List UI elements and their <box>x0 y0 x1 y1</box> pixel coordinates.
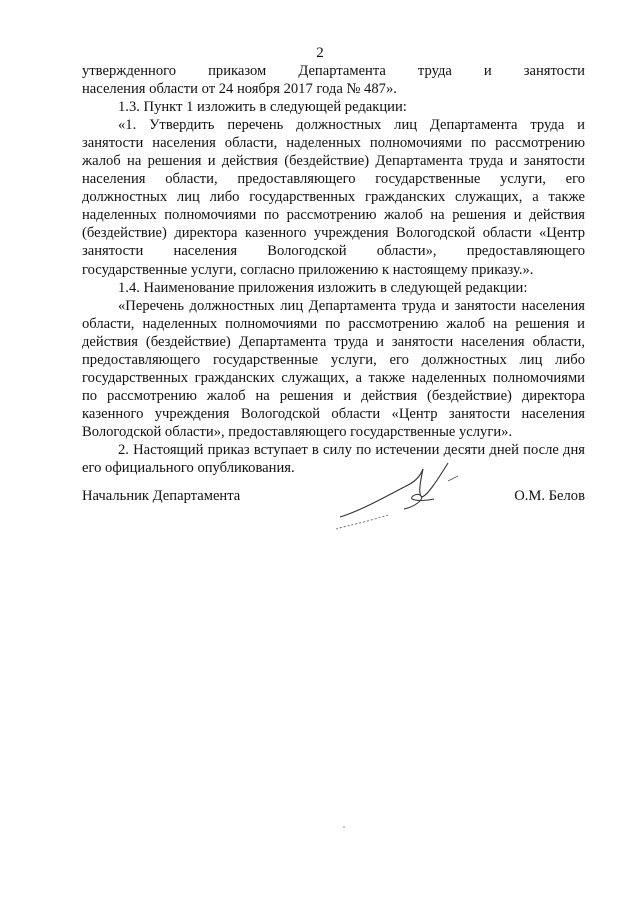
text-line: 1.4. Наименование приложения изложить в следующей редакции: <box>118 279 528 296</box>
text-line: населения области, предоставляющего государственные услуги, его <box>82 171 585 188</box>
signature-row <box>82 487 585 507</box>
signatory-name: О.М. Белов <box>514 488 585 504</box>
text-line: занятости населения Вологодской области», предоставляющего <box>82 243 585 260</box>
text-line: области, наделенных полномочиями по рассмотрению жалоб на решения и <box>82 315 585 332</box>
text-line: жалоб на решения и действия (бездействие) Департамента труда и занятости <box>82 153 585 170</box>
text-line: действия (бездействие) Департамента труда и занятости населения области, <box>82 333 585 350</box>
text-line: населения области от 24 ноября 2017 года № 487». <box>82 81 397 98</box>
text-line: по рассмотрению жалоб на решения и действия (бездействие) директора <box>82 387 585 404</box>
text-line: Вологодской области», предоставляющего государственные услуги». <box>82 423 513 440</box>
text-line: его официального опубликования. <box>82 460 295 477</box>
text-line: казенного учреждения Вологодской области «Центр занятости населения <box>82 405 585 422</box>
text-line: 1.3. Пункт 1 изложить в следующей редакции: <box>118 99 407 116</box>
text-line: предоставляющего государственные услуги, его должностных лиц либо <box>82 351 585 368</box>
text-line: «Перечень должностных лиц Департамента труда и занятости населения <box>118 297 585 314</box>
page-number: 2 <box>316 45 324 61</box>
text-line: государственные услуги, согласно приложению к настоящему приказу.». <box>82 261 534 278</box>
text-line: утвержденного приказом Департамента труда и занятости <box>82 63 585 79</box>
scan-speck <box>343 826 345 828</box>
document-body <box>82 62 585 477</box>
text-line: государственных гражданских служащих, а также наделенных полномочиями <box>82 369 585 386</box>
text-line: «1. Утвердить перечень должностных лиц Департамента труда и <box>118 117 585 134</box>
text-line: наделенных полномочиями по рассмотрению жалоб на решения и действия <box>82 207 585 224</box>
signatory-title: Начальник Департамента <box>82 488 241 504</box>
text-line: (бездействие) директора казенного учреждения Вологодской области «Центр <box>82 225 585 242</box>
text-line: должностных лиц либо государственных гражданских служащих, а также <box>82 189 585 206</box>
text-line: занятости населения области, наделенных полномочиями по рассмотрению <box>82 135 585 152</box>
text-line: 2. Настоящий приказ вступает в силу по истечении десяти дней после дня <box>118 441 585 458</box>
